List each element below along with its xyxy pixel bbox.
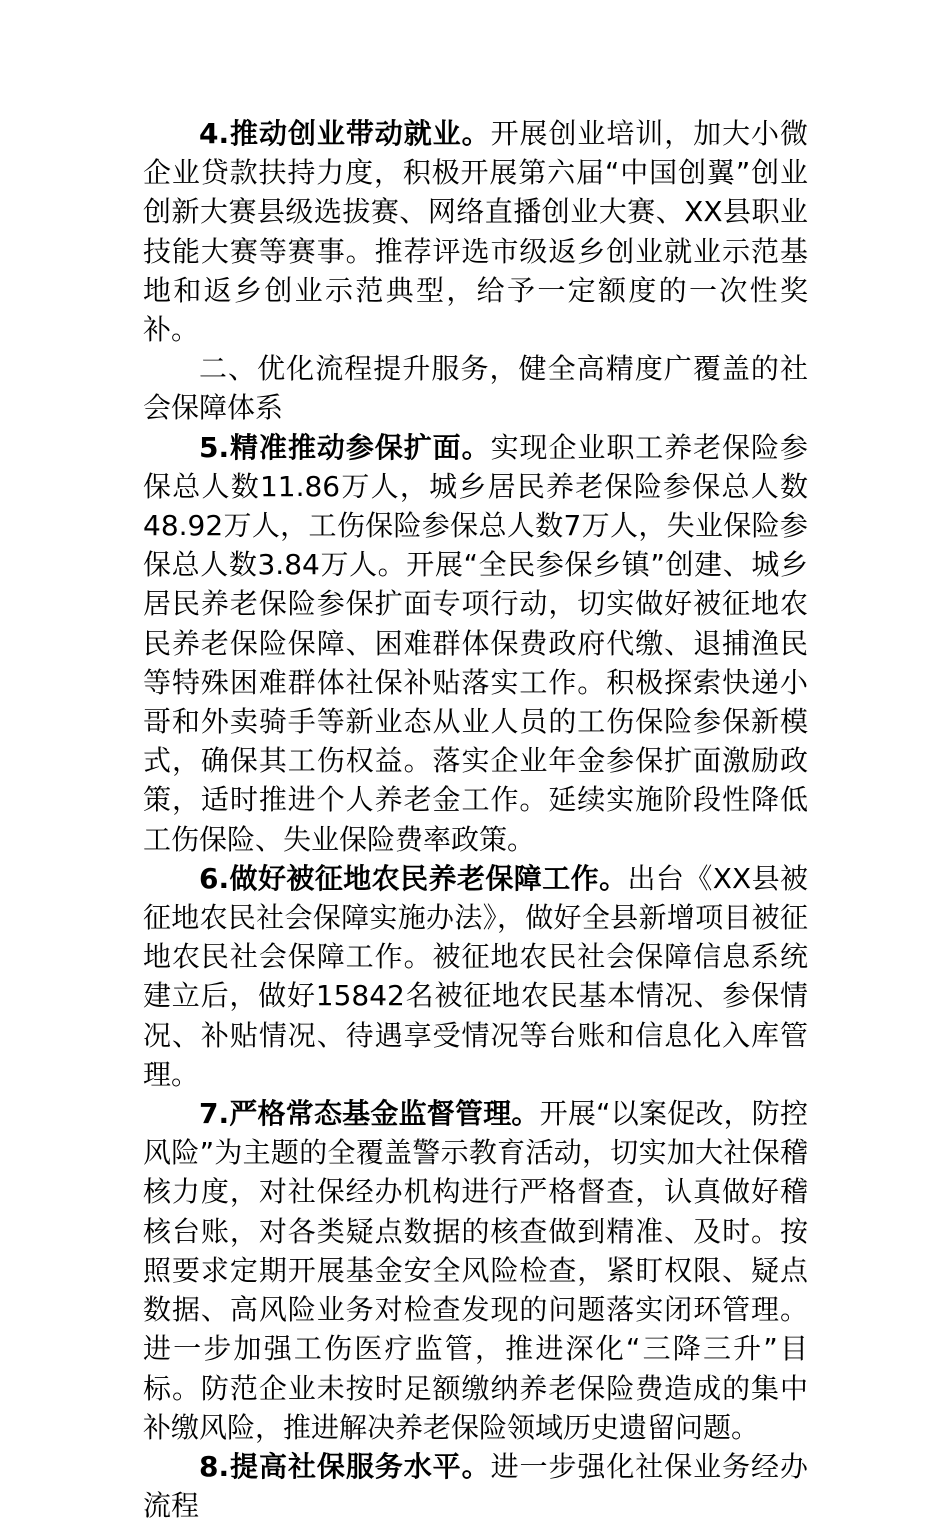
paragraph-heading: 4.推动创业带动就业。 <box>199 117 491 150</box>
section-heading-text: 二、优化流程提升服务，健全高精度广覆盖的社会保障体系 <box>143 352 808 425</box>
paragraph-item-5 <box>143 428 808 859</box>
paragraph-body: 开展创业培训，加大小微企业贷款扶持力度，积极开展第六届“中国创翼”创业创新大赛县级选拔赛、网络直播创业大赛、XX县职业技能大赛等赛事。推荐评选市级返乡创业就业示范基地和返乡创业示范典型，给予一定额度的一次性奖补。 <box>143 117 808 347</box>
paragraph-body: 进一步强化社保业务经办流程 <box>143 1449 808 1523</box>
document-page <box>143 114 808 1525</box>
paragraph-heading: 8.提高社保服务水平。 <box>199 1449 491 1483</box>
paragraph-body: 实现企业职工养老保险参保总人数11.86万人，城乡居民养老保险参保总人数48.92万人，工伤保险参保总人数7万人，失业保险参保总人数3.84万人。开展“全民参保乡镇”创建、城乡居民养老保险参保扩面专项行动，切实做好被征地农民养老保险保障、困难群体保费政府代缴、退捕渔民等特殊困难群体社保补贴落实工作。积极探索快递小哥和外卖骑手等新业态从业人员的工伤保险参保新模式，确保其工伤权益。落实企业年金参保扩面激励政策，适时推进个人养老金工作。延续实施阶段性降低工伤保险、失业保险费率政策。 <box>143 430 808 856</box>
paragraph-heading: 6.做好被征地农民养老保障工作。 <box>199 861 628 895</box>
paragraph-item-6 <box>143 859 808 1094</box>
paragraph-item-8 <box>143 1447 808 1525</box>
paragraph-heading: 5.精准推动参保扩面。 <box>199 430 491 464</box>
paragraph-body: 出台《XX县被征地农民社会保障实施办法》，做好全县新增项目被征地农民社会保障工作。被征地农民社会保障信息系统建立后，做好15842名被征地农民基本情况、参保情况、补贴情况、待遇享受情况等台账和信息化入库管理。 <box>143 861 808 1091</box>
paragraph-body: 开展“以案促改，防控风险”为主题的全覆盖警示教育活动，切实加大社保稽核力度，对社保经办机构进行严格督查，认真做好稽核台账，对各类疑点数据的核查做到精准、及时。按照要求定期开展基金安全风险检查，紧盯权限、疑点数据、高风险业务对检查发现的问题落实闭环管理。进一步加强工伤医疗监管，推进深化“三降三升”目标。防范企业未按时足额缴纳养老保险费造成的集中补缴风险，推进解决养老保险领域历史遗留问题。 <box>143 1097 809 1444</box>
paragraph-item-4 <box>143 114 808 349</box>
section-heading-2 <box>143 349 808 427</box>
paragraph-item-7 <box>143 1094 808 1447</box>
paragraph-heading: 7.严格常态基金监督管理。 <box>199 1097 540 1131</box>
